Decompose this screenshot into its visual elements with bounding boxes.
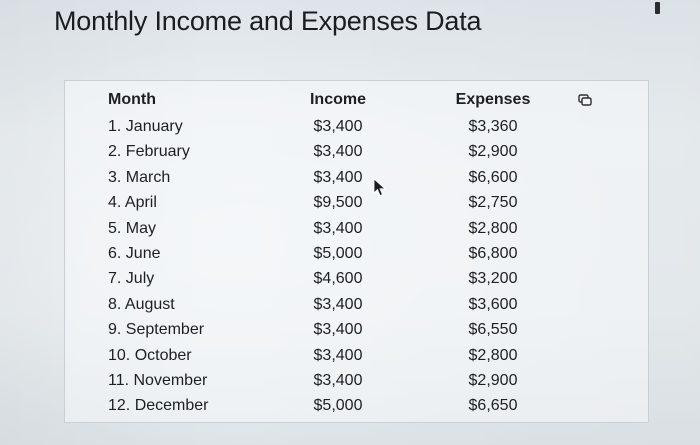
cell-expenses: $2,750: [468, 194, 518, 212]
cell-expenses: $6,650: [468, 397, 518, 415]
cell-income: $3,400: [313, 321, 363, 339]
column-header-month: Month: [108, 91, 156, 108]
cell-expenses: $6,600: [468, 168, 518, 186]
table-row: [0, 346, 700, 371]
cell-expenses: $2,900: [468, 371, 518, 389]
cell-month: 7. July: [108, 270, 155, 288]
cell-month: 6. June: [108, 244, 161, 262]
column-header-income: Income: [309, 91, 366, 108]
cell-income: $3,400: [313, 168, 363, 186]
cell-expenses: $2,900: [468, 143, 518, 161]
table-row: [0, 244, 700, 269]
cell-month: 1. January: [108, 118, 183, 135]
cell-expenses: $2,800: [468, 219, 518, 237]
cell-income: $4,600: [313, 270, 363, 288]
table-row: [0, 396, 700, 421]
column-header-expenses: Expenses: [455, 91, 531, 108]
cell-month: 2. February: [108, 143, 190, 161]
window-edge-mark: [655, 2, 660, 14]
cell-month: 12. December: [108, 397, 209, 415]
cell-month: 10. October: [108, 346, 192, 364]
cell-income: $5,000: [313, 397, 363, 415]
cell-income: $3,400: [313, 143, 363, 161]
copy-icon[interactable]: [578, 93, 592, 107]
page-title: Monthly Income and Expenses Data: [54, 6, 482, 36]
table-row: [0, 219, 700, 244]
cell-expenses: $3,360: [468, 118, 518, 135]
table-row: [0, 269, 700, 294]
cell-expenses: $3,200: [468, 270, 518, 288]
cell-month: 4. April: [108, 194, 157, 212]
cell-income: $9,500: [313, 194, 363, 212]
cell-month: 11. November: [108, 371, 208, 389]
cell-income: $3,400: [313, 118, 363, 135]
cell-expenses: $3,600: [468, 295, 518, 313]
cell-expenses: $6,800: [468, 244, 518, 262]
cell-month: 9. September: [108, 321, 205, 339]
table-row: [0, 295, 700, 320]
table-row: [0, 193, 700, 218]
cell-expenses: $6,550: [468, 321, 518, 339]
cell-month: 3. March: [108, 168, 171, 186]
cell-expenses: $2,800: [468, 346, 518, 364]
table-body: [0, 117, 700, 422]
cell-income: $3,400: [313, 371, 363, 389]
mouse-cursor-icon: [372, 178, 388, 198]
table-row: [0, 168, 700, 193]
cell-month: 8. August: [108, 295, 175, 313]
table-row: [0, 371, 700, 396]
table-row: [0, 117, 700, 142]
cell-income: $5,000: [313, 244, 363, 262]
table-row: [0, 142, 700, 167]
cell-income: $3,400: [313, 219, 363, 237]
cell-income: $3,400: [313, 346, 363, 364]
cell-income: $3,400: [313, 295, 363, 313]
table-row: [0, 320, 700, 345]
cell-month: 5. May: [108, 219, 157, 237]
